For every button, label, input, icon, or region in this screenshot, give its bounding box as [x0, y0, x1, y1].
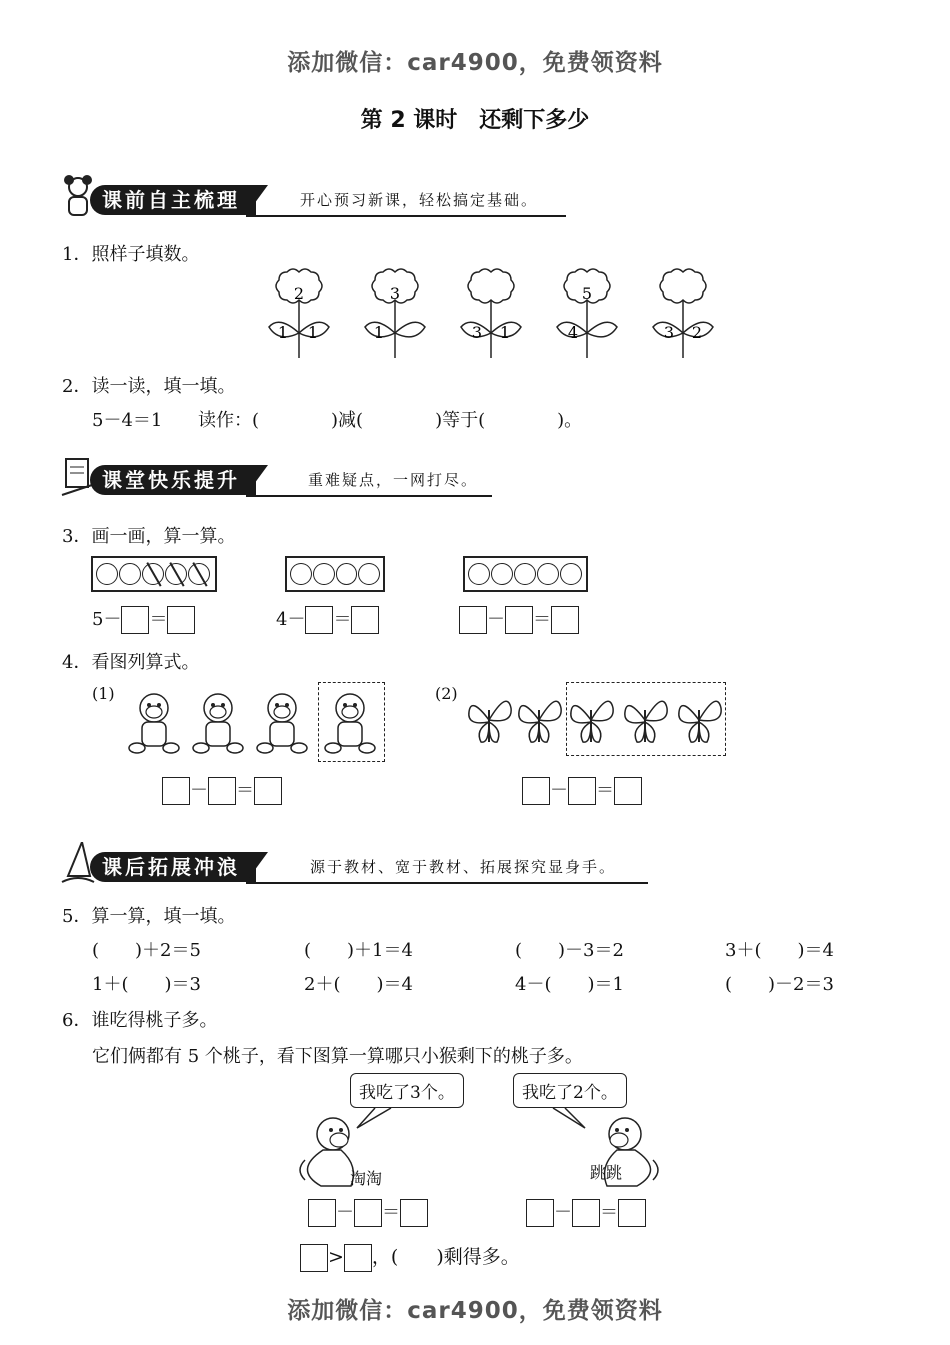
bottom-watermark: 添加微信：car4900，免费领资料 — [287, 1298, 663, 1324]
monkey — [257, 694, 307, 753]
eq-minus: － — [554, 1202, 572, 1223]
circles-group-1 — [91, 556, 217, 592]
crossed-circle — [165, 563, 187, 585]
question-4-text: 4．看图列算式。 — [62, 652, 200, 673]
circles-group-2 — [285, 556, 385, 592]
answer-box[interactable] — [208, 777, 236, 805]
section-underline — [246, 215, 566, 217]
flower-2-top: 3 — [389, 284, 401, 303]
eq-equals: ＝ — [333, 609, 352, 630]
section-label: 课后拓展冲浪 — [90, 852, 256, 882]
eq-equals: ＝ — [236, 780, 254, 801]
circle — [119, 563, 141, 585]
answer-box[interactable] — [400, 1199, 428, 1227]
q5-r1-c4[interactable]: 3＋( )＝4 — [725, 940, 834, 961]
eq-minus: － — [487, 609, 505, 630]
eq-prefix: 4－ — [276, 609, 306, 630]
circle — [358, 563, 380, 585]
answer-box[interactable] — [522, 777, 550, 805]
flower-2 — [365, 269, 425, 358]
answer-box[interactable] — [354, 1199, 382, 1227]
q5-r2-c2[interactable]: 2＋( )＝4 — [304, 974, 413, 995]
answer-box[interactable] — [308, 1199, 336, 1227]
flower-1 — [269, 269, 329, 358]
answer-box[interactable] — [505, 606, 533, 634]
page-title: 第 2 课时 还剩下多少 — [360, 108, 590, 133]
question-1-text: 1．照样子填数。 — [62, 244, 200, 265]
eq-minus: － — [550, 780, 568, 801]
monkey — [193, 694, 243, 753]
answer-box[interactable] — [254, 777, 282, 805]
q4-equation-2 — [522, 776, 642, 805]
top-watermark: 添加微信：car4900，免费领资料 — [287, 50, 663, 76]
answer-box[interactable] — [459, 606, 487, 634]
section-tail — [246, 852, 268, 882]
q5-r2-c3[interactable]: 4－( )＝1 — [515, 974, 624, 995]
circle — [96, 563, 118, 585]
flower-5-right: 2 — [691, 323, 703, 342]
answer-box[interactable] — [121, 606, 149, 634]
circle — [560, 563, 582, 585]
compare-tail: ，( )剩得多。 — [371, 1246, 520, 1268]
q6-comparison — [300, 1242, 520, 1272]
section-label: 课前自主梳理 — [90, 185, 256, 215]
answer-box[interactable] — [305, 606, 333, 634]
eq-equals: ＝ — [596, 780, 614, 801]
circle — [491, 563, 513, 585]
section-subtitle: 源于教材、宽于教材、拓展探究显身手。 — [310, 858, 617, 876]
circle — [468, 563, 490, 585]
q6-description: 它们俩都有 5 个桃子，看下图算一算哪只小猴剩下的桃子多。 — [92, 1046, 583, 1067]
q6-equation-left — [308, 1198, 428, 1227]
section-underline — [246, 882, 648, 884]
butterfly — [519, 701, 561, 742]
eq-equals: ＝ — [382, 1202, 400, 1223]
monkey — [129, 694, 179, 753]
answer-box[interactable] — [618, 1199, 646, 1227]
section-header-preview — [50, 185, 590, 219]
section-header-class — [50, 465, 510, 499]
answer-box[interactable] — [344, 1244, 372, 1272]
q6-equation-right — [526, 1198, 646, 1227]
answer-box[interactable] — [300, 1244, 328, 1272]
q5-r1-c1[interactable]: ( )＋2＝5 — [92, 940, 201, 961]
flower-4 — [557, 269, 617, 358]
dashed-group-box — [566, 682, 726, 756]
answer-box[interactable] — [572, 1199, 600, 1227]
answer-box[interactable] — [551, 606, 579, 634]
q2-read-line: 读作：( )减( )等于( )。 — [198, 410, 583, 431]
section-subtitle: 开心预习新课，轻松搞定基础。 — [300, 191, 539, 209]
q4-part-1-label: (1) — [92, 684, 115, 703]
eq-prefix: 5－ — [92, 609, 122, 630]
eq-equals: ＝ — [149, 609, 168, 630]
section-label: 课堂快乐提升 — [90, 465, 256, 495]
q4-equation-1 — [162, 776, 282, 805]
flower-4-left: 4 — [567, 323, 579, 342]
q2-expression: 5－4＝1 — [92, 410, 163, 431]
answer-box[interactable] — [162, 777, 190, 805]
flower-3-right: 1 — [499, 323, 511, 342]
eq-equals: ＝ — [533, 609, 551, 630]
q3-equation-3 — [459, 605, 579, 634]
section-tail — [246, 185, 268, 215]
question-6-text: 6．谁吃得桃子多。 — [62, 1010, 218, 1031]
circle — [537, 563, 559, 585]
section-underline — [246, 495, 492, 497]
flower-3 — [461, 269, 521, 358]
monkey-name-left: 淘淘 — [350, 1169, 383, 1188]
flower-2-left: 1 — [373, 323, 385, 342]
flower-5-left: 3 — [663, 323, 675, 342]
butterfly — [469, 701, 511, 742]
flower-3-left: 3 — [471, 323, 483, 342]
speech-bubble-left: 我吃了3个。 — [350, 1073, 464, 1108]
eq-minus: － — [336, 1202, 354, 1223]
circle — [290, 563, 312, 585]
compare-sign: > — [328, 1246, 344, 1268]
flower-1-right: 1 — [307, 323, 319, 342]
q3-equation-1 — [92, 605, 195, 634]
crossed-circle — [188, 563, 210, 585]
monkey-taotao — [300, 1118, 353, 1186]
crossed-circle — [142, 563, 164, 585]
section-tail — [246, 465, 268, 495]
q3-equation-2 — [276, 605, 379, 634]
q5-r2-c1[interactable]: 1＋( )＝3 — [92, 974, 201, 995]
q5-r1-c3[interactable]: ( )－3＝2 — [515, 940, 624, 961]
eq-minus: － — [190, 780, 208, 801]
flower-4-top: 5 — [581, 284, 593, 303]
flower-5 — [653, 269, 713, 358]
answer-box[interactable] — [351, 606, 379, 634]
monkey-name-right: 跳跳 — [590, 1163, 623, 1182]
answer-box[interactable] — [568, 777, 596, 805]
answer-box[interactable] — [614, 777, 642, 805]
answer-box[interactable] — [526, 1199, 554, 1227]
flowers-figure — [255, 268, 735, 363]
q4-part-2-label: (2) — [435, 684, 458, 703]
circle — [313, 563, 335, 585]
q5-r1-c2[interactable]: ( )＋1＝4 — [304, 940, 413, 961]
speech-bubble-right: 我吃了2个。 — [513, 1073, 627, 1108]
circle — [514, 563, 536, 585]
dashed-group-box — [318, 682, 385, 762]
circles-group-3 — [463, 556, 588, 592]
question-5-text: 5．算一算，填一填。 — [62, 906, 236, 927]
section-subtitle: 重难疑点，一网打尽。 — [308, 471, 479, 489]
flower-1-left: 1 — [277, 323, 289, 342]
circle — [336, 563, 358, 585]
answer-box[interactable] — [167, 606, 195, 634]
question-3-text: 3．画一画，算一算。 — [62, 526, 236, 547]
q5-r2-c4[interactable]: ( )－2＝3 — [725, 974, 834, 995]
eq-equals: ＝ — [600, 1202, 618, 1223]
section-header-extension — [50, 852, 670, 886]
question-2-text: 2．读一读，填一填。 — [62, 376, 236, 397]
flower-1-top: 2 — [293, 284, 305, 303]
